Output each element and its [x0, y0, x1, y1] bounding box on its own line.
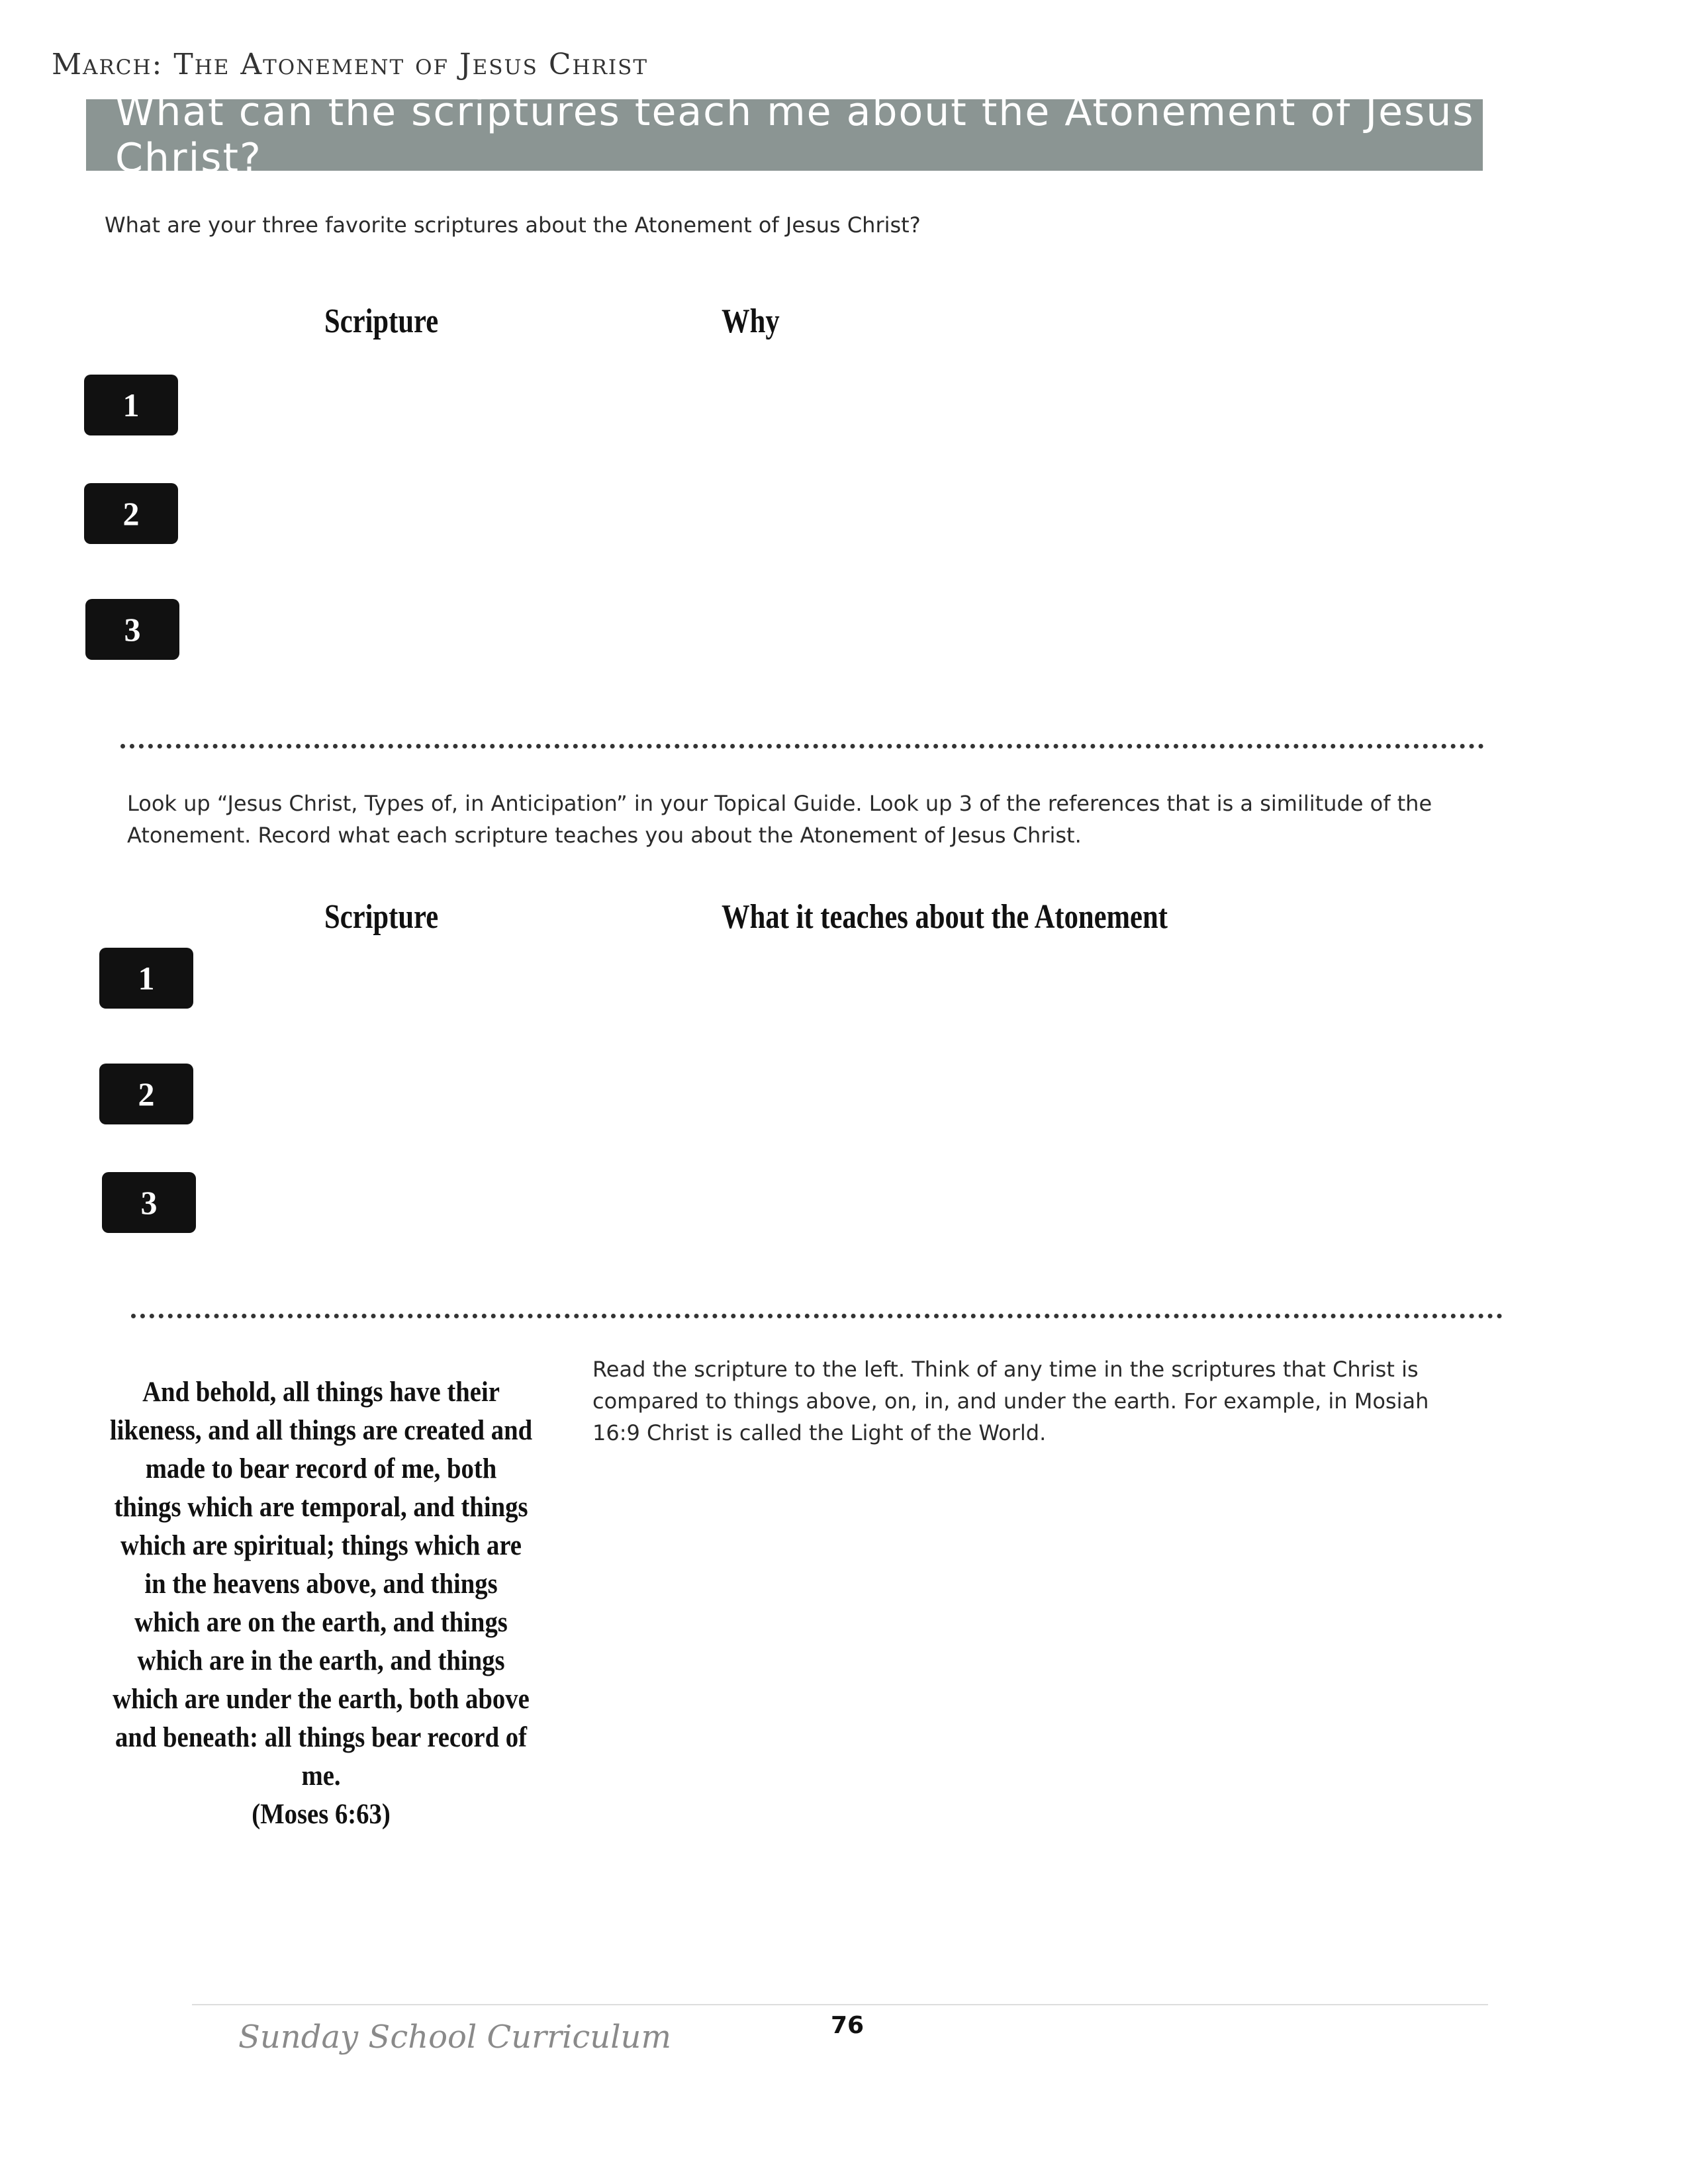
question-banner — [86, 89, 1483, 181]
footer-rule — [192, 2004, 1488, 2005]
section2-scripture-heading: Scripture — [324, 898, 439, 936]
section2-number-2: 2 — [99, 1064, 193, 1124]
section-divider-2 — [131, 1314, 1503, 1318]
section1-number-2: 2 — [84, 483, 178, 544]
section1-prompt: What are your three favorite scriptures about the Atonement of Jesus Christ? — [105, 212, 921, 238]
section2-number-3: 3 — [102, 1172, 196, 1233]
footer-brand: Sunday School Curriculum — [238, 2019, 671, 2056]
section1-why-heading: Why — [722, 302, 780, 340]
section3-instructions: Read the scripture to the left. Think of any time in the scriptures that Christ is compared to things above, on, in, and under the earth. For example, in Mosiah 16:9 Christ is called the Light of the World. — [592, 1357, 1429, 1445]
section1-scripture-heading: Scripture — [324, 302, 439, 340]
scripture-quote — [86, 1373, 556, 1834]
section-divider-1 — [120, 744, 1484, 749]
quote-citation: (Moses 6:63) — [252, 1799, 391, 1830]
page-number: 76 — [830, 2012, 865, 2039]
section1-number-1: 1 — [84, 375, 178, 435]
section2-prompt: Look up “Jesus Christ, Types of, in Anticipation” in your Topical Guide. Look up 3 of the references that is a similitude of the Atonement. Record what each scripture teaches you about the Atonement of Jesus Christ. — [127, 791, 1432, 848]
section1-number-3: 3 — [85, 599, 179, 660]
quote-text: And behold, all things have their likeness, and all things are created and made to bear record of me, both things which are temporal, and things which are spiritual; things which are in the heavens above, and things which are on the earth, and things which are in the earth, and things which are under the earth, both above and beneath: all things bear record of me. — [109, 1377, 533, 1792]
banner-question: What can the scriptures teach me about the Atonement of Jesus Christ? — [115, 89, 1475, 181]
section2-teaches-heading: What it teaches about the Atonement — [722, 898, 1168, 936]
running-title: March: The Atonement of Jesus Christ — [52, 48, 649, 81]
section2-number-1: 1 — [99, 948, 193, 1009]
